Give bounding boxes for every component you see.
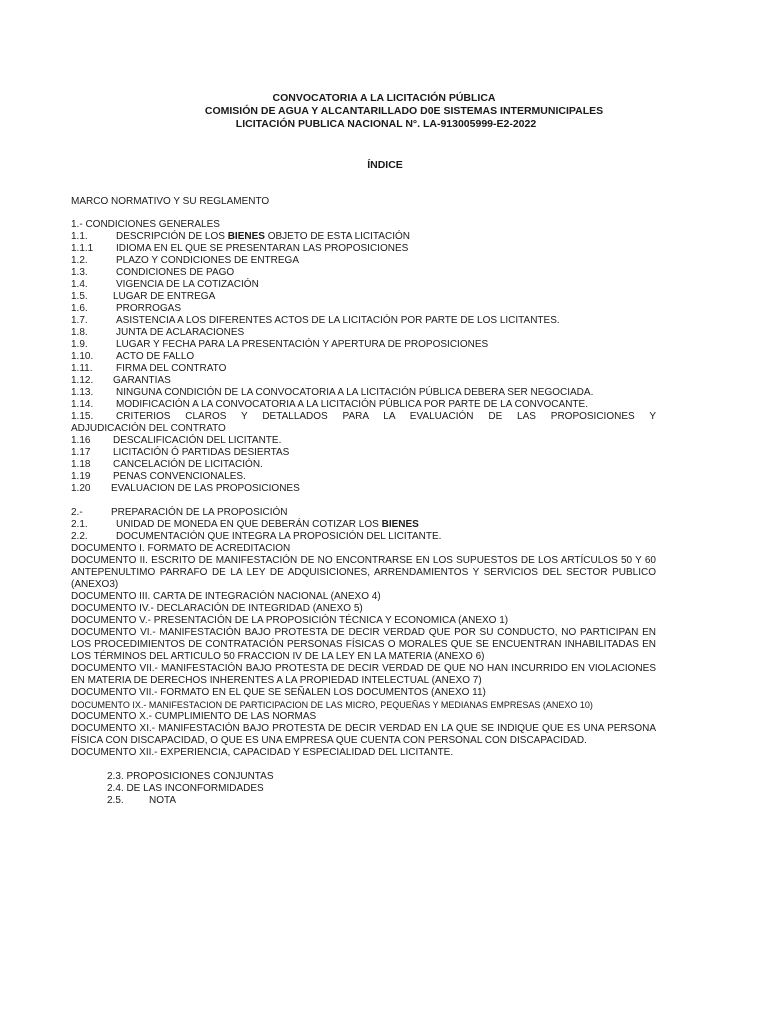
item-number: 1.8. [71,327,88,338]
item-number: 1.9. [71,339,88,350]
item-number: 1.1. [71,231,88,242]
index-item-2-2 [71,531,656,543]
item-number: 2.1. [71,519,88,530]
item-text: CANCELACIÓN DE LICITACIÓN. [113,459,263,470]
item-number: 1.3. [71,267,88,278]
item-text: PENAS CONVENCIONALES. [113,471,246,482]
index-item-1-7 [71,315,656,327]
item-text: NOTA [149,795,177,806]
document-7: DOCUMENTO VII.- MANIFESTACIÓN BAJO PROTESTA DE DECIR VERDAD DE QUE NO HAN INCURRIDO EN VIOLACIONES EN MATERIA DE DERECHOS INHERENTES A LA PROPIEDAD INTELECTUAL (ANEXO 7) [71,663,656,686]
item-number: 1.12. [71,375,94,386]
item-number: 1.15. [71,411,94,422]
index-item-1-17 [71,447,656,459]
item-text: LUGAR Y FECHA PARA LA PRESENTACIÓN Y APERTURA DE PROPOSICIONES [116,339,489,350]
index-item-1-5 [71,291,656,303]
item-number: 1.18 [71,459,91,470]
index-item-2-3: 2.3. PROPOSICIONES CONJUNTAS [107,771,274,782]
section-1-title: 1.- CONDICIONES GENERALES [71,219,220,230]
item-text: CRITERIOS CLAROS Y DETALLADOS PARA LA EVALUACIÓN DE LAS PROPOSICIONES Y [116,411,656,422]
document-8: DOCUMENTO VII.- FORMATO EN EL QUE SE SEÑALEN LOS DOCUMENTOS (ANEXO 11) [71,687,486,698]
header-tender-number: LICITACIÓN PUBLICA NACIONAL N°. LA-913005999-E2-2022 [235,118,537,130]
index-item-1-12 [71,375,656,387]
item-number: 1.7. [71,315,88,326]
section-number: 2.- [71,507,83,518]
item-number: 1.17 [71,447,91,458]
index-item-1-10 [71,351,656,363]
item-text: PLAZO Y CONDICIONES DE ENTREGA [116,255,300,266]
item-text: GARANTIAS [113,375,171,386]
index-item-2-5 [71,795,656,807]
index-item-1-16 [71,435,656,447]
item-number: 2.5. [107,795,124,806]
item-number: 2.2. [71,531,88,542]
document-6: DOCUMENTO VI.- MANIFESTACIÓN BAJO PROTESTA DE DECIR VERDAD QUE POR SU CONDUCTO, NO PARTICIPAN EN LOS PROCEDIMIENTOS DE CONTRATACIÓN PERSONAS FÍSICAS O MORALES QUE SE ENCUENTRAN INHABILITADAS EN LOS TÉRMINOS DEL ARTICULO 50 FRACCION IV DE LA LEY EN LA MATERIA (ANEXO 6) [71,627,656,662]
item-number: 1.16 [71,435,91,446]
item-number: 1.5. [71,291,88,302]
index-item-1-11 [71,363,656,375]
item-text: EVALUACION DE LAS PROPOSICIONES [111,483,300,494]
document-10: DOCUMENTO X.- CUMPLIMIENTO DE LAS NORMAS [71,711,317,722]
index-title: ÍNDICE [367,159,403,171]
item-text: DOCUMENTACIÓN QUE INTEGRA LA PROPOSICIÓN DEL LICITANTE. [116,531,442,542]
index-item-1-13 [71,387,656,399]
item-text: ASISTENCIA A LOS DIFERENTES ACTOS DE LA LICITACIÓN POR PARTE DE LOS LICITANTES. [116,315,560,326]
item-text: LICITACIÓN Ó PARTIDAS DESIERTAS [113,447,290,458]
document-header [0,92,770,131]
item-number: 1.14. [71,399,94,410]
item-number: 1.6. [71,303,88,314]
index-item-1-20 [71,483,656,495]
index-item-1-6 [71,303,656,315]
section-title: PREPARACIÓN DE LA PROPOSICIÓN [111,507,288,518]
index-item-1-8 [71,327,656,339]
index-item-1-4 [71,279,656,291]
index-item-2-4: 2.4. DE LAS INCONFORMIDADES [107,783,264,794]
index-item-1-15 [71,411,656,423]
document-1: DOCUMENTO I. FORMATO DE ACREDITACION [71,543,291,554]
item-text: CONDICIONES DE PAGO [116,267,235,278]
index-item-1-2 [71,255,656,267]
index-item-1-1-1 [71,243,656,255]
document-11: DOCUMENTO XI.- MANIFESTACIÓN BAJO PROTESTA DE DECIR VERDAD EN LA QUE SE INDIQUE QUE ES UNA PERSONA FÍSICA CON DISCAPACIDAD, O QUE ES UNA EMPRESA QUE CUENTA CON PERSONAL CON DISCAPACIDAD. [71,723,656,746]
index-item-2-1 [71,519,656,531]
item-text: IDIOMA EN EL QUE SE PRESENTARAN LAS PROPOSICIONES [116,243,409,254]
item-number: 1.20 [71,483,91,494]
item-text: DESCALIFICACIÓN DEL LICITANTE. [113,435,282,446]
item-text: DESCRIPCIÓN DE LOS BIENES OBJETO DE ESTA LICITACIÓN [116,231,410,242]
item-number: 1.2. [71,255,88,266]
index-item-1-1 [71,231,656,243]
item-text: NINGUNA CONDICIÓN DE LA CONVOCATORIA A LA LICITACIÓN PÚBLICA DEBERA SER NEGOCIADA. [116,387,594,398]
document-2: DOCUMENTO II. ESCRITO DE MANIFESTACIÓN DE NO ENCONTRARSE EN LOS SUPUESTOS DE LOS ARTÍCULOS 50 Y 60 ANTEPENULTIMO PARRAFO DE LA LEY DE ADQUISICIONES, ARRENDAMIENTOS Y SERVICIOS DEL SECTOR PUBLICO (ANEXO3) [71,555,656,590]
item-text: JUNTA DE ACLARACIONES [116,327,245,338]
item-text: VIGENCIA DE LA COTIZACIÓN [116,279,259,290]
header-title: CONVOCATORIA A LA LICITACIÓN PÚBLICA [272,92,496,104]
section-2-title [71,507,656,519]
item-text: UNIDAD DE MONEDA EN QUE DEBERÁN COTIZAR LOS BIENES [116,519,419,530]
item-number: 1.10. [71,351,94,362]
item-number: 1.11. [71,363,93,374]
marco-normativo: MARCO NORMATIVO Y SU REGLAMENTO [71,196,270,207]
document-4: DOCUMENTO IV.- DECLARACIÓN DE INTEGRIDAD (ANEXO 5) [71,603,363,614]
item-text: PRORROGAS [116,303,182,314]
item-number: 1.13. [71,387,94,398]
document-12: DOCUMENTO XII.- EXPERIENCIA, CAPACIDAD Y ESPECIALIDAD DEL LICITANTE. [71,747,454,758]
index-item-1-15-continued: ADJUDICACIÓN DEL CONTRATO [71,423,226,434]
document-5: DOCUMENTO V.- PRESENTACIÓN DE LA PROPOSICIÓN TÉCNICA Y ECONOMICA (ANEXO 1) [71,615,509,626]
header-commission: COMISIÓN DE AGUA Y ALCANTARILLADO D0E SISTEMAS INTERMUNICIPALES [204,105,604,117]
document-3: DOCUMENTO III. CARTA DE INTEGRACIÓN NACIONAL (ANEXO 4) [71,591,381,602]
item-number: 1.4. [71,279,88,290]
index-item-1-18 [71,459,656,471]
document-9: DOCUMENTO IX.- MANIFESTACION DE PARTICIPACION DE LAS MICRO, PEQUEÑAS Y MEDIANAS EMPRESAS (ANEXO 10) [71,700,593,710]
index-item-1-14 [71,399,656,411]
index-item-1-9 [71,339,656,351]
item-text: LUGAR DE ENTREGA [113,291,216,302]
item-text: ACTO DE FALLO [116,351,195,362]
index-item-1-3 [71,267,656,279]
item-number: 1.1.1 [71,243,94,254]
item-number: 1.19 [71,471,91,482]
index-item-1-19 [71,471,656,483]
item-text: MODIFICACIÓN A LA CONVOCATORIA A LA LICITACIÓN PÚBLICA POR PARTE DE LA CONVOCANTE. [116,399,588,410]
index-body [71,219,656,807]
item-text: FIRMA DEL CONTRATO [116,363,227,374]
